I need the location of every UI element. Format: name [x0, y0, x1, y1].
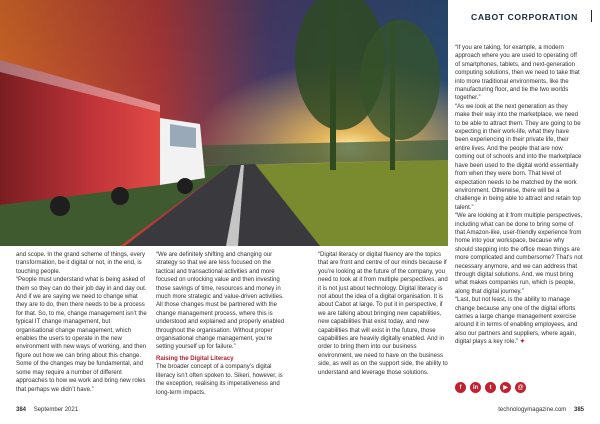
- hero-photo-truck-road-sunset: [0, 0, 448, 246]
- brand-header: CABOT CORPORATION: [471, 12, 578, 22]
- column-1-paragraph-2: “People must understand what is being asked of them so they can do their job day in and day out. And if we are saying we need to change what they are to do, then there needs to be a process for that. So, to me, change management isn’t the typical IT change management, but organisational change management, which enables the users to operate in the new environment with new ways of working, and then figure out how we can bring about this change. Some of the changes may be fundamental, and some may require a number of different approaches to how we work and bring new roles that perhaps we didn’t have.”: [16, 277, 147, 393]
- column-1-paragraph-1: and scope. In the grand scheme of things, every transformation, be it digital or not, in the end, is touching people.: [16, 252, 146, 275]
- column-4-paragraph-1: “If you are taking, for example, a modern approach where you are used to operating off of smartphones, tablets, and next-generation computing solutions, then we need to take that into more traditional environments, like the manufacturing floor, and tie the two worlds together.”: [455, 45, 580, 102]
- social-links: [455, 382, 526, 393]
- column-4-paragraph-3: “We are looking at it from multiple perspectives, including what can be done to bring some of that Amazon-like, user-friendly experience from home into your workspace, because why should stepping into the office mean things are more complicated and cumbersome? That’s not necessary anymore, and we can address that through digital solutions. And, we must bring what makes companies run, which is people, along that digital journey.”: [455, 213, 583, 295]
- body-column-4: [455, 44, 583, 347]
- twitter-icon[interactable]: t: [485, 382, 496, 393]
- column-2-paragraph-1: “We are definitely shifting and changing our strategy so that we are less focused on the tactical and transactional activities and more focused on unlocking value and then investing those savings of time, resources and money in much more strategic and value-driven activities. All those changes must be partnered with the change management process, where this is understood and explained and properly enabled throughout the organisation. Without proper organisational change management, you’re setting yourself up for failure.”: [156, 252, 285, 351]
- issue-date: September 2021: [33, 407, 79, 413]
- email-icon[interactable]: @: [515, 382, 526, 393]
- column-4-paragraph-4: [455, 296, 583, 346]
- article-end-mark-icon: ✦: [519, 339, 525, 346]
- footer-left: [16, 407, 78, 413]
- site-url[interactable]: technologymagazine.com: [498, 407, 567, 413]
- column-3-paragraph-1: “Digital literacy or digital fluency are the topics that are front and centre of our minds because if you’re looking at the future of the company, you need to look at it from multiple perspectives, and it is not just about technology. Digital literacy is not about the idea of a digital organisation. It is about Cabot at large. To put it in perspective, if we are talking about bringing new capabilities, new capabilities that exist today, and new capabilities that will exist in the future, those capabilities are heavily digitally enabled. And in order to bring them into our business environment, we need to have on the business side, as well as on the support side, the ability to understand and leverage those solutions.: [318, 252, 448, 376]
- footer-right: [498, 407, 584, 413]
- youtube-icon[interactable]: ▶: [500, 382, 511, 393]
- body-column-2: [156, 251, 286, 397]
- page-number-left: 384: [16, 407, 27, 413]
- body-column-1: [16, 251, 148, 394]
- column-4-paragraph-2: “As we look at the next generation as they make their way into the marketplace, we need to be able to attract them. They are going to be expecting in their work-life, what they have been experiencing in their private life, their entire lives. And the people that are now coming out of schools and into the marketplace have been used to the digital world essentially from when they were born. That level of expectation needs to be matched by the work environment. Otherwise, there will be a challenge in being able to attract and retain top talent.”: [455, 103, 582, 211]
- linkedin-icon[interactable]: in: [470, 382, 481, 393]
- page-number-right: 385: [573, 407, 584, 413]
- section-subheading: Raising the Digital Literacy: [156, 355, 234, 362]
- header-divider: [591, 10, 592, 22]
- facebook-icon[interactable]: f: [455, 382, 466, 393]
- column-4-last-text: “Last, but not least, is the ability to manage change because any one of the digital efforts carries a large change management exercise around it in terms of enabling employees, and also our partners and suppliers, where again, digital plays a key role.”: [455, 297, 578, 346]
- column-2-paragraph-2: The broader concept of a company’s digital literacy isn’t often spoken to. Sikeri, however, is the exception, realising its imperativeness and long-term impacts.: [156, 364, 283, 396]
- body-column-3: [318, 251, 448, 377]
